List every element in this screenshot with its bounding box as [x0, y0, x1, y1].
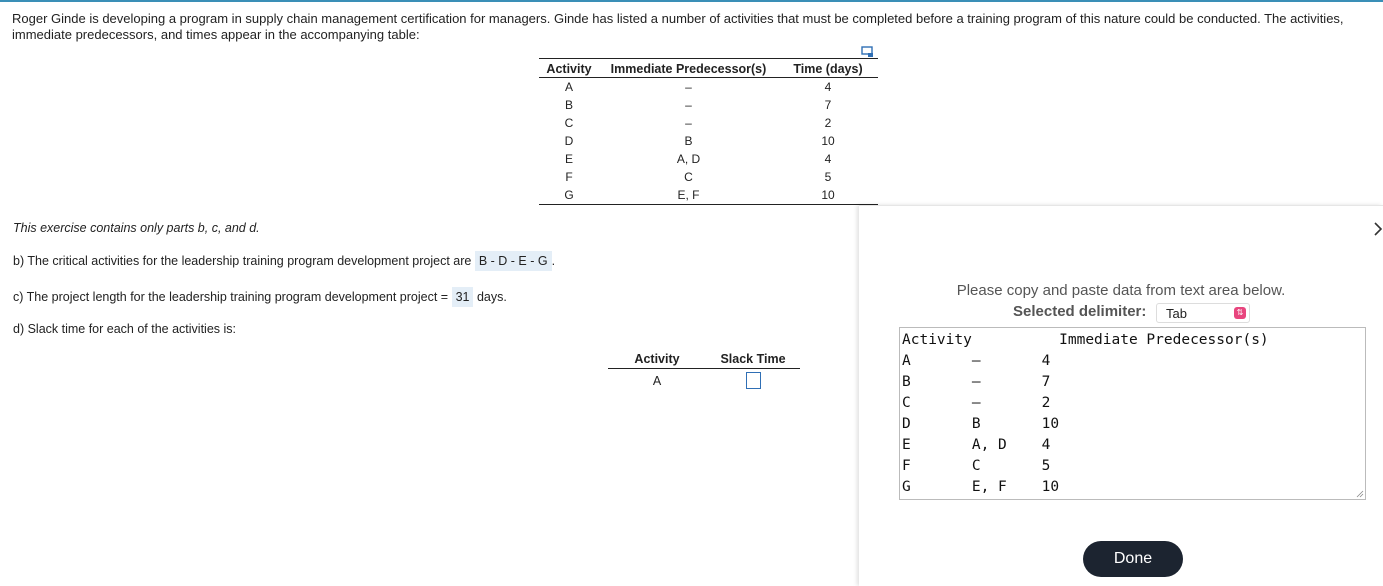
cell-time: 2: [824, 116, 832, 130]
textarea-line: G E, F 10: [902, 479, 1060, 495]
textarea-line: F C 5: [902, 458, 1051, 474]
data-copy-panel: [859, 205, 1383, 586]
copy-instruction: Please copy and paste data from text area below.: [956, 282, 1286, 299]
delimiter-label-text: Selected delimiter:: [1013, 303, 1147, 320]
copy-data-icon[interactable]: [861, 45, 875, 59]
cell-activity: B: [564, 98, 573, 112]
textarea-line: C – 2: [902, 395, 1051, 411]
table-row: [539, 132, 878, 150]
part-d-question: d) Slack time for each of the activities is:: [13, 322, 237, 336]
cell-predecessor: –: [685, 80, 692, 94]
project-length-answer[interactable]: 31: [452, 287, 474, 307]
textarea-line: D B 10: [902, 416, 1060, 432]
cell-activity: D: [564, 134, 574, 148]
cell-activity: F: [565, 170, 573, 184]
table-row: [539, 168, 878, 186]
cell-activity: E: [564, 152, 573, 166]
part-b-question: [13, 254, 555, 268]
slack-table: [608, 350, 800, 393]
critical-path-answer[interactable]: B - D - E - G: [475, 251, 552, 271]
textarea-line: E A, D 4: [902, 437, 1051, 453]
cell-time: 4: [824, 152, 832, 166]
table-row: [539, 186, 878, 205]
activity-table: [539, 58, 878, 205]
part-c-question: [13, 290, 507, 304]
cell-activity: C: [564, 116, 574, 130]
cell-time: 4: [824, 80, 832, 94]
slack-activity-cell: A: [652, 374, 662, 388]
cell-predecessor: A, D: [676, 152, 701, 166]
select-arrows-icon: ⇅: [1234, 307, 1246, 319]
table-row: [539, 114, 878, 132]
delimiter-value: Tab: [1166, 306, 1187, 321]
slack-input-cell: [706, 369, 800, 394]
cell-time: 10: [821, 134, 835, 148]
cell-predecessor: E, F: [599, 186, 778, 205]
delimiter-label: [1013, 303, 1146, 320]
cell-time: 7: [824, 98, 832, 112]
textarea-line: B – 7: [902, 374, 1051, 390]
part-c-text: c) The project length for the leadership training program development project =: [13, 290, 449, 304]
slack-header-activity: Activity: [608, 350, 706, 369]
slack-time-input[interactable]: [746, 372, 761, 389]
table-row: [539, 78, 878, 97]
problem-intro: Roger Ginde is developing a program in supply chain management certification for managers. Ginde has listed a number of activities that must be completed before a training program of this nature could be conducted. The activities, immediate predecessors, and times appear in the accompanying table:: [12, 11, 1344, 42]
cell-predecessor: –: [685, 98, 692, 112]
part-c-suffix: days.: [476, 290, 507, 304]
top-accent-line: [0, 0, 1383, 2]
resize-grip-icon[interactable]: [1356, 490, 1364, 498]
chevron-right-icon[interactable]: [1373, 221, 1383, 237]
part-b-suffix: .: [551, 254, 556, 268]
cell-predecessor: –: [685, 116, 692, 130]
header-predecessors: Immediate Predecessor(s): [599, 59, 778, 78]
cell-time: 5: [824, 170, 832, 184]
header-time: Time (days): [778, 59, 878, 78]
cell-activity: G: [539, 186, 599, 205]
header-activity: Activity: [539, 59, 599, 78]
cell-predecessor: C: [684, 170, 693, 184]
slack-header-slack: Slack Time: [706, 350, 800, 369]
cell-activity: A: [564, 80, 573, 94]
exercise-note: This exercise contains only parts b, c, and d.: [13, 221, 260, 235]
done-button[interactable]: Done: [1083, 541, 1183, 577]
textarea-line: A – 4: [902, 353, 1051, 369]
table-row: [539, 96, 878, 114]
data-textarea[interactable]: [899, 327, 1366, 500]
textarea-line: Activity Immediate Predecessor(s): [902, 332, 1269, 348]
cell-predecessor: B: [684, 134, 693, 148]
part-b-text: b) The critical activities for the leadership training program development project are: [13, 254, 472, 268]
delimiter-select[interactable]: [1156, 303, 1250, 323]
table-row: [539, 150, 878, 168]
table-row: [608, 369, 800, 394]
cell-time: 10: [778, 186, 878, 205]
